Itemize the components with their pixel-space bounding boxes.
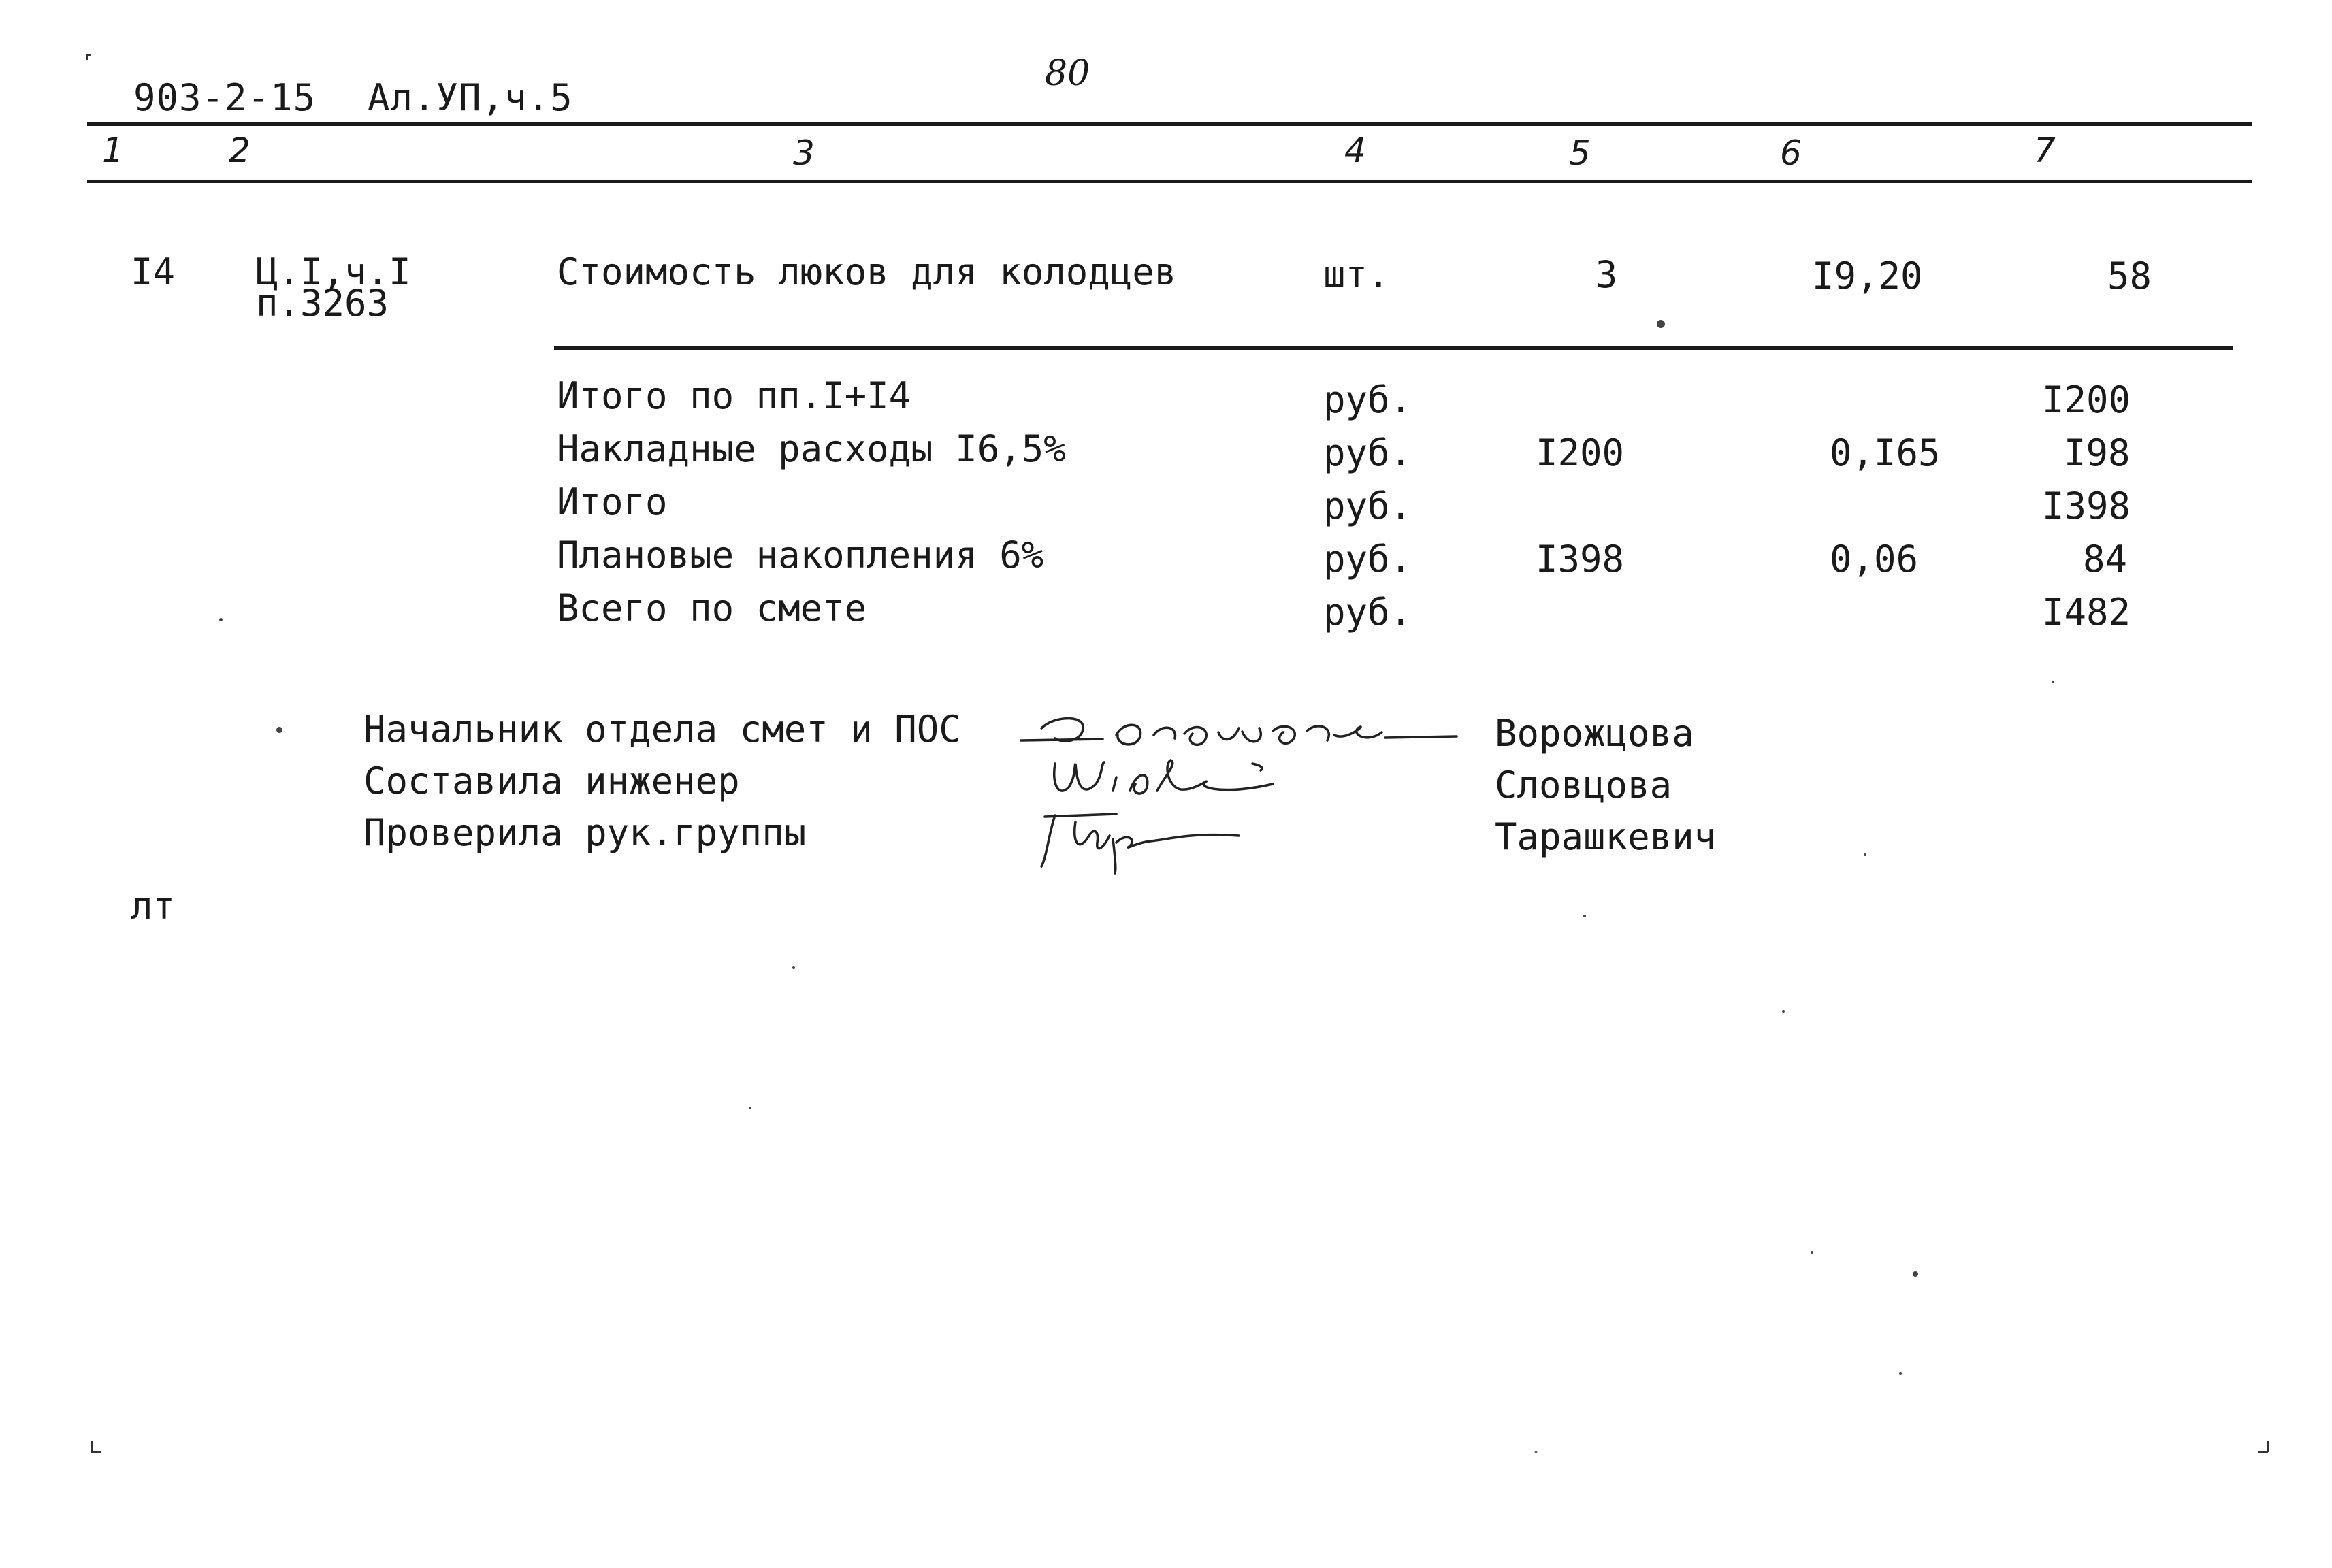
summary-row-total: I200 bbox=[2042, 378, 2131, 421]
scan-speck bbox=[1583, 915, 1586, 917]
summary-row-name: Накладные расходы I6,5% bbox=[557, 427, 1066, 470]
signer-role: Составила инженер bbox=[363, 760, 740, 802]
summary-row-rate: 0,I65 bbox=[1830, 431, 1941, 474]
row14-ref-line1: Ц.I,ч.I bbox=[256, 250, 411, 293]
scan-speck bbox=[1864, 853, 1866, 856]
bullet-dot bbox=[276, 727, 282, 733]
row14-number: I4 bbox=[131, 250, 176, 293]
row14-qty: 3 bbox=[1595, 253, 1618, 296]
summary-row-base: I398 bbox=[1536, 538, 1625, 581]
corner-mark-bottom-left-h bbox=[91, 1451, 101, 1453]
header-rule-top bbox=[87, 122, 2252, 126]
col-1-number: 1 bbox=[102, 131, 124, 170]
signer-name: Словцова bbox=[1495, 764, 1672, 806]
row14-price: I9,20 bbox=[1812, 255, 1923, 297]
summary-row-unit: руб. bbox=[1323, 431, 1412, 474]
signer-name: Ворожцова bbox=[1495, 712, 1694, 755]
summary-row-name: Всего по смете bbox=[557, 587, 867, 630]
summary-row-name: Итого bbox=[557, 480, 668, 523]
scan-speck bbox=[1657, 320, 1665, 328]
scan-speck bbox=[1811, 1251, 1813, 1254]
summary-row-total: I98 bbox=[2064, 431, 2131, 474]
typist-mark: лт bbox=[131, 885, 176, 928]
scan-speck bbox=[2052, 681, 2054, 683]
signer-role: Проверила рук.группы bbox=[363, 811, 807, 854]
summary-rule bbox=[554, 346, 2233, 350]
row14-name: Стоимость люков для колодцев bbox=[557, 250, 1177, 293]
scan-speck bbox=[1534, 1451, 1538, 1453]
signature-tarashkevich bbox=[1035, 802, 1252, 877]
summary-row-unit: руб. bbox=[1323, 485, 1412, 527]
col-4-number: 4 bbox=[1344, 131, 1366, 170]
col-6-number: 6 bbox=[1780, 133, 1802, 173]
scan-speck bbox=[1913, 1271, 1918, 1277]
header-rule-bottom bbox=[87, 180, 2252, 183]
row14-unit: шт. bbox=[1323, 253, 1390, 296]
corner-mark-top-left-v bbox=[86, 54, 88, 60]
album-ref: Ал.УП,ч.5 bbox=[368, 76, 573, 119]
scan-speck bbox=[792, 966, 795, 969]
scan-speck bbox=[219, 618, 223, 621]
summary-row-name: Плановые накопления 6% bbox=[557, 534, 1044, 576]
summary-row-unit: руб. bbox=[1323, 591, 1412, 634]
summary-row-total: I482 bbox=[2042, 591, 2131, 634]
summary-row-name: Итого по пп.I+I4 bbox=[557, 374, 911, 417]
doc-code: 903-2-15 bbox=[133, 76, 317, 119]
summary-row-unit: руб. bbox=[1323, 378, 1412, 421]
row14-total: 58 bbox=[2107, 255, 2152, 297]
row14-ref-line2: п.3263 bbox=[256, 282, 389, 325]
summary-row-rate: 0,06 bbox=[1830, 538, 1919, 581]
col-2-number: 2 bbox=[229, 131, 250, 170]
page-number: 80 bbox=[1045, 53, 1090, 94]
signer-role: Начальник отдела смет и ПОС bbox=[363, 708, 961, 751]
corner-mark-bottom-right-h bbox=[2258, 1451, 2268, 1453]
signature-slovtsova bbox=[1048, 750, 1307, 804]
col-7-number: 7 bbox=[2034, 131, 2056, 170]
signer-name: Тарашкевич bbox=[1495, 815, 1717, 858]
scan-speck bbox=[749, 1107, 751, 1109]
scan-speck bbox=[1782, 1010, 1785, 1013]
col-3-number: 3 bbox=[793, 133, 815, 173]
scan-speck bbox=[1899, 1372, 1902, 1375]
summary-row-base: I200 bbox=[1536, 431, 1625, 474]
summary-row-total: I398 bbox=[2042, 485, 2131, 527]
summary-row-total: 84 bbox=[2083, 538, 2128, 581]
col-5-number: 5 bbox=[1569, 133, 1591, 173]
summary-row-unit: руб. bbox=[1323, 538, 1412, 581]
